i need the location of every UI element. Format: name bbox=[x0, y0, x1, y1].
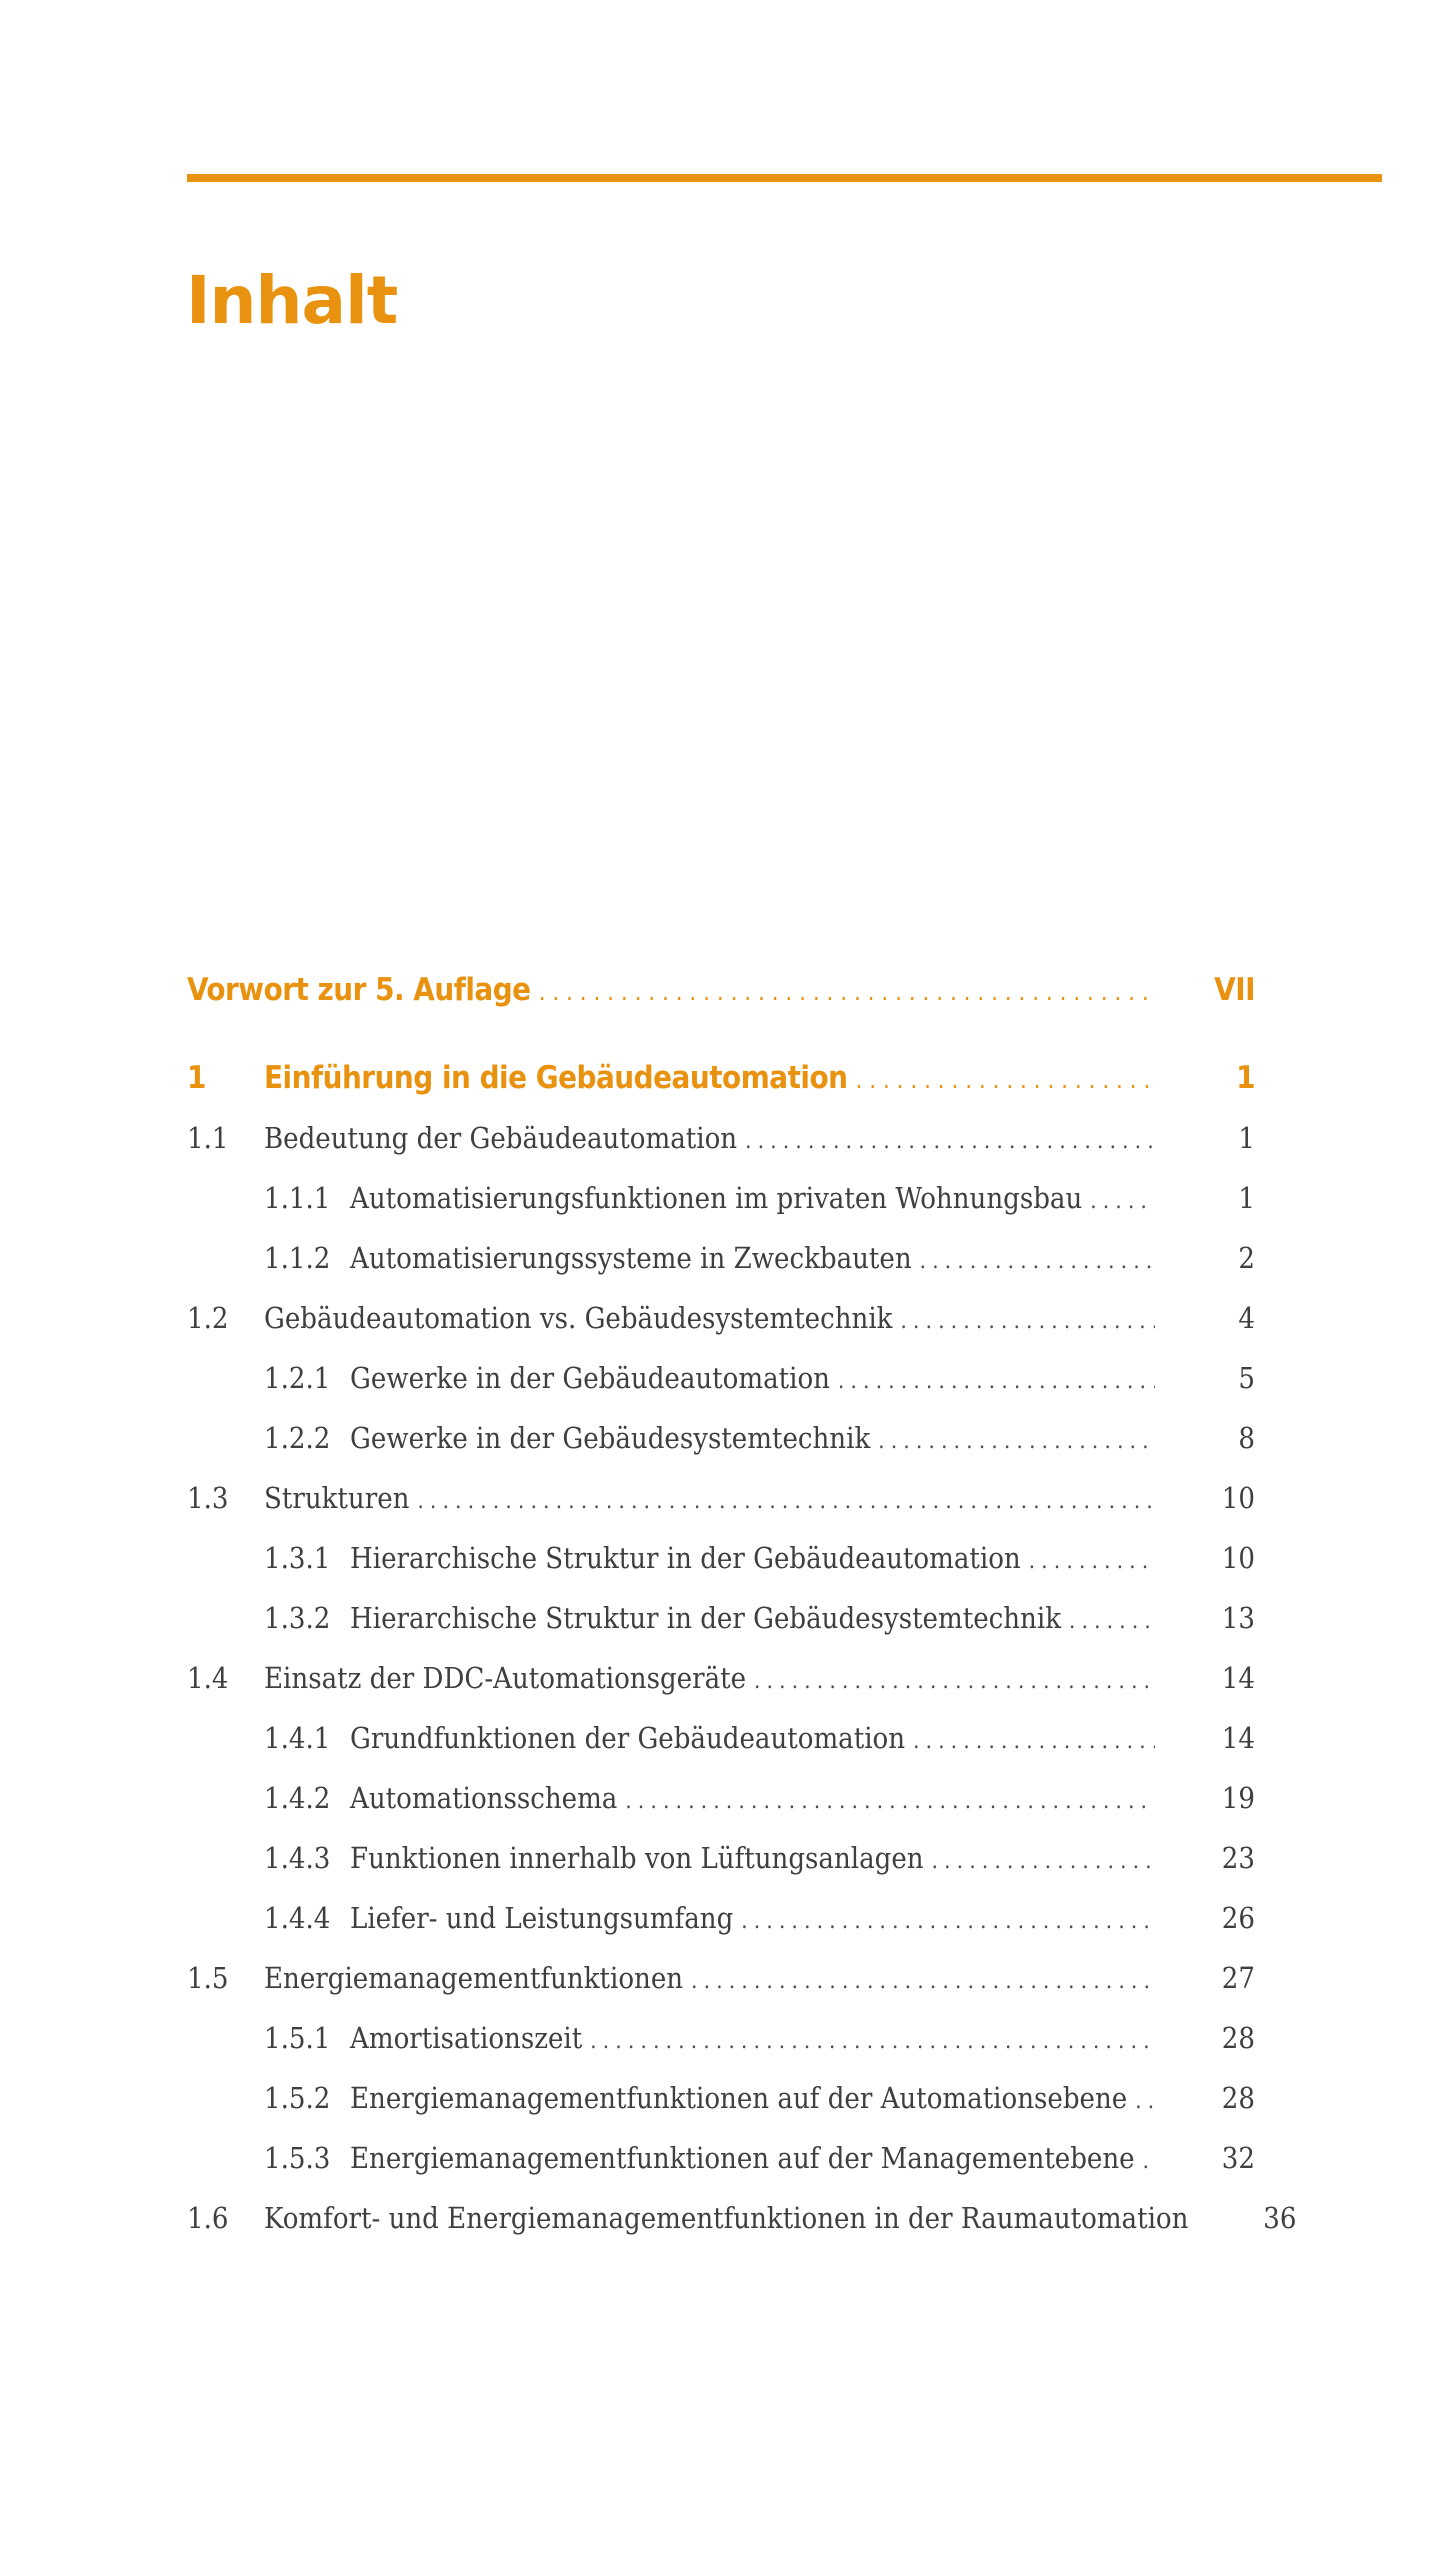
toc-entry bbox=[187, 2194, 1297, 2242]
toc-entry-number: 1.3.1 bbox=[264, 1541, 331, 1575]
toc-entry-number: 1.5 bbox=[187, 1961, 229, 1995]
toc-entry bbox=[187, 1894, 1255, 1942]
toc-entry bbox=[187, 1234, 1255, 1282]
toc-entry-number: 1.4.2 bbox=[264, 1781, 331, 1815]
toc-entry-number: 1.5.2 bbox=[264, 2081, 331, 2115]
toc-dot-leader bbox=[838, 1358, 1155, 1406]
page-title: Inhalt bbox=[186, 262, 398, 339]
toc-entry-number: 1.1 bbox=[187, 1121, 229, 1155]
toc-entry-page: 14 bbox=[1221, 1721, 1255, 1755]
toc-dot-leader bbox=[417, 1478, 1155, 1526]
toc-entry-title: Energiemanagementfunktionen bbox=[264, 1961, 684, 1995]
toc-entry-number: 1.6 bbox=[187, 2201, 229, 2235]
toc-dot-leader bbox=[754, 1658, 1155, 1706]
toc-entry bbox=[187, 2134, 1255, 2182]
toc-dot-leader bbox=[1143, 2138, 1155, 2186]
toc-entry-title: Amortisationszeit bbox=[350, 2021, 583, 2055]
toc-entry-title: Bedeutung der Gebäudeautomation bbox=[264, 1121, 738, 1155]
toc-dot-leader bbox=[1135, 2078, 1155, 2126]
toc-entry-page: 1 bbox=[1236, 1060, 1255, 1096]
toc-dot-leader bbox=[539, 968, 1155, 1016]
toc-entry-page: 13 bbox=[1221, 1601, 1255, 1635]
toc-entry-title: Vorwort zur 5. Auflage bbox=[187, 972, 531, 1008]
toc-entry bbox=[187, 2074, 1255, 2122]
toc-entry-page: 10 bbox=[1221, 1541, 1255, 1575]
toc-entry-number: 1.2.1 bbox=[264, 1361, 331, 1395]
toc-dot-leader bbox=[625, 1778, 1155, 1826]
toc-entry bbox=[187, 1354, 1255, 1402]
toc-entry bbox=[187, 1594, 1255, 1642]
toc-entry-number: 1.1.2 bbox=[264, 1241, 331, 1275]
toc-entry-page: 1 bbox=[1238, 1121, 1255, 1155]
toc-entry bbox=[187, 966, 1255, 1014]
header-rule bbox=[187, 174, 1382, 182]
toc-entry-title: Hierarchische Struktur in der Gebäudesystemtechnik bbox=[350, 1601, 1062, 1635]
toc-entry-title: Liefer- und Leistungsumfang bbox=[350, 1901, 734, 1935]
toc-entry bbox=[187, 1474, 1255, 1522]
toc-entry bbox=[187, 1654, 1255, 1702]
toc-entry-number: 1.4.4 bbox=[264, 1901, 331, 1935]
toc-entry bbox=[187, 1834, 1255, 1882]
toc-entry-number: 1.4.1 bbox=[264, 1721, 331, 1755]
toc-entry-page: 23 bbox=[1221, 1841, 1255, 1875]
toc-entry-page: 8 bbox=[1238, 1421, 1255, 1455]
toc-dot-leader bbox=[913, 1718, 1155, 1766]
toc-dot-leader bbox=[691, 1958, 1155, 2006]
toc-entry-page: 27 bbox=[1221, 1961, 1255, 1995]
toc-entry-title: Komfort- und Energiemanagementfunktionen in der Raumautomation bbox=[264, 2201, 1189, 2235]
toc-dot-leader bbox=[745, 1118, 1155, 1166]
toc-dot-leader bbox=[1090, 1178, 1155, 1226]
toc-entry-title: Einsatz der DDC-Automationsgeräte bbox=[264, 1661, 747, 1695]
toc-entry-page: 32 bbox=[1221, 2141, 1255, 2175]
toc-entry-page: 19 bbox=[1221, 1781, 1255, 1815]
toc-entry bbox=[187, 1954, 1255, 2002]
toc-entry-page: 26 bbox=[1221, 1901, 1255, 1935]
toc-entry bbox=[187, 1714, 1255, 1762]
toc-dot-leader bbox=[1069, 1598, 1155, 1646]
toc-entry-page: 28 bbox=[1221, 2081, 1255, 2115]
toc-entry-title: Energiemanagementfunktionen auf der Automationsebene bbox=[350, 2081, 1128, 2115]
toc-entry-page: VII bbox=[1214, 972, 1255, 1008]
toc-entry-page: 5 bbox=[1238, 1361, 1255, 1395]
toc-dot-leader bbox=[920, 1238, 1155, 1286]
toc-entry-page: 14 bbox=[1221, 1661, 1255, 1695]
toc-entry-page: 36 bbox=[1263, 2201, 1297, 2235]
toc-entry-title: Gewerke in der Gebäudeautomation bbox=[350, 1361, 830, 1395]
toc-entry-number: 1.2.2 bbox=[264, 1421, 331, 1455]
toc-entry bbox=[187, 1534, 1255, 1582]
toc-entry bbox=[187, 1054, 1255, 1102]
toc-dot-leader bbox=[900, 1298, 1155, 1346]
toc-entry-number: 1.5.1 bbox=[264, 2021, 331, 2055]
toc-entry bbox=[187, 2014, 1255, 2062]
toc-entry-title: Grundfunktionen der Gebäudeautomation bbox=[350, 1721, 906, 1755]
toc-entry-number: 1.5.3 bbox=[264, 2141, 331, 2175]
toc-dot-leader bbox=[878, 1418, 1155, 1466]
toc-entry-title: Gebäudeautomation vs. Gebäudesystemtechnik bbox=[264, 1301, 893, 1335]
toc-entry-title: Gewerke in der Gebäudesystemtechnik bbox=[350, 1421, 871, 1455]
toc-entry-page: 1 bbox=[1238, 1181, 1255, 1215]
toc-entry-page: 2 bbox=[1238, 1241, 1255, 1275]
toc-entry-number: 1.4 bbox=[187, 1661, 229, 1695]
toc-entry bbox=[187, 1774, 1255, 1822]
toc-entry-page: 10 bbox=[1221, 1481, 1255, 1515]
toc-entry-number: 1 bbox=[187, 1060, 206, 1096]
toc-entry-title: Funktionen innerhalb von Lüftungsanlagen bbox=[350, 1841, 924, 1875]
toc-dot-leader bbox=[741, 1898, 1155, 1946]
toc-dot-leader bbox=[932, 1838, 1155, 1886]
toc-dot-leader bbox=[856, 1056, 1155, 1104]
toc-entry-title: Automatisierungsfunktionen im privaten Wohnungsbau bbox=[350, 1181, 1083, 1215]
toc-dot-leader bbox=[590, 2018, 1155, 2066]
toc-entry-title: Strukturen bbox=[264, 1481, 410, 1515]
toc-entry-number: 1.1.1 bbox=[264, 1181, 331, 1215]
toc-entry-number: 1.2 bbox=[187, 1301, 229, 1335]
toc-entry-title: Automatisierungssysteme in Zweckbauten bbox=[350, 1241, 912, 1275]
toc-entry-title: Einführung in die Gebäudeautomation bbox=[264, 1060, 848, 1096]
toc-entry-number: 1.3.2 bbox=[264, 1601, 331, 1635]
toc-entry-title: Hierarchische Struktur in der Gebäudeautomation bbox=[350, 1541, 1021, 1575]
toc-entry bbox=[187, 1294, 1255, 1342]
toc-entry-number: 1.3 bbox=[187, 1481, 229, 1515]
toc-entry-page: 28 bbox=[1221, 2021, 1255, 2055]
toc-entry-number: 1.4.3 bbox=[264, 1841, 331, 1875]
toc-entry bbox=[187, 1174, 1255, 1222]
toc-entry bbox=[187, 1114, 1255, 1162]
toc-entry-page: 4 bbox=[1238, 1301, 1255, 1335]
toc-entry-title: Energiemanagementfunktionen auf der Managementebene bbox=[350, 2141, 1135, 2175]
toc-entry bbox=[187, 1414, 1255, 1462]
toc-dot-leader bbox=[1029, 1538, 1155, 1586]
toc-entry-title: Automationsschema bbox=[350, 1781, 618, 1815]
